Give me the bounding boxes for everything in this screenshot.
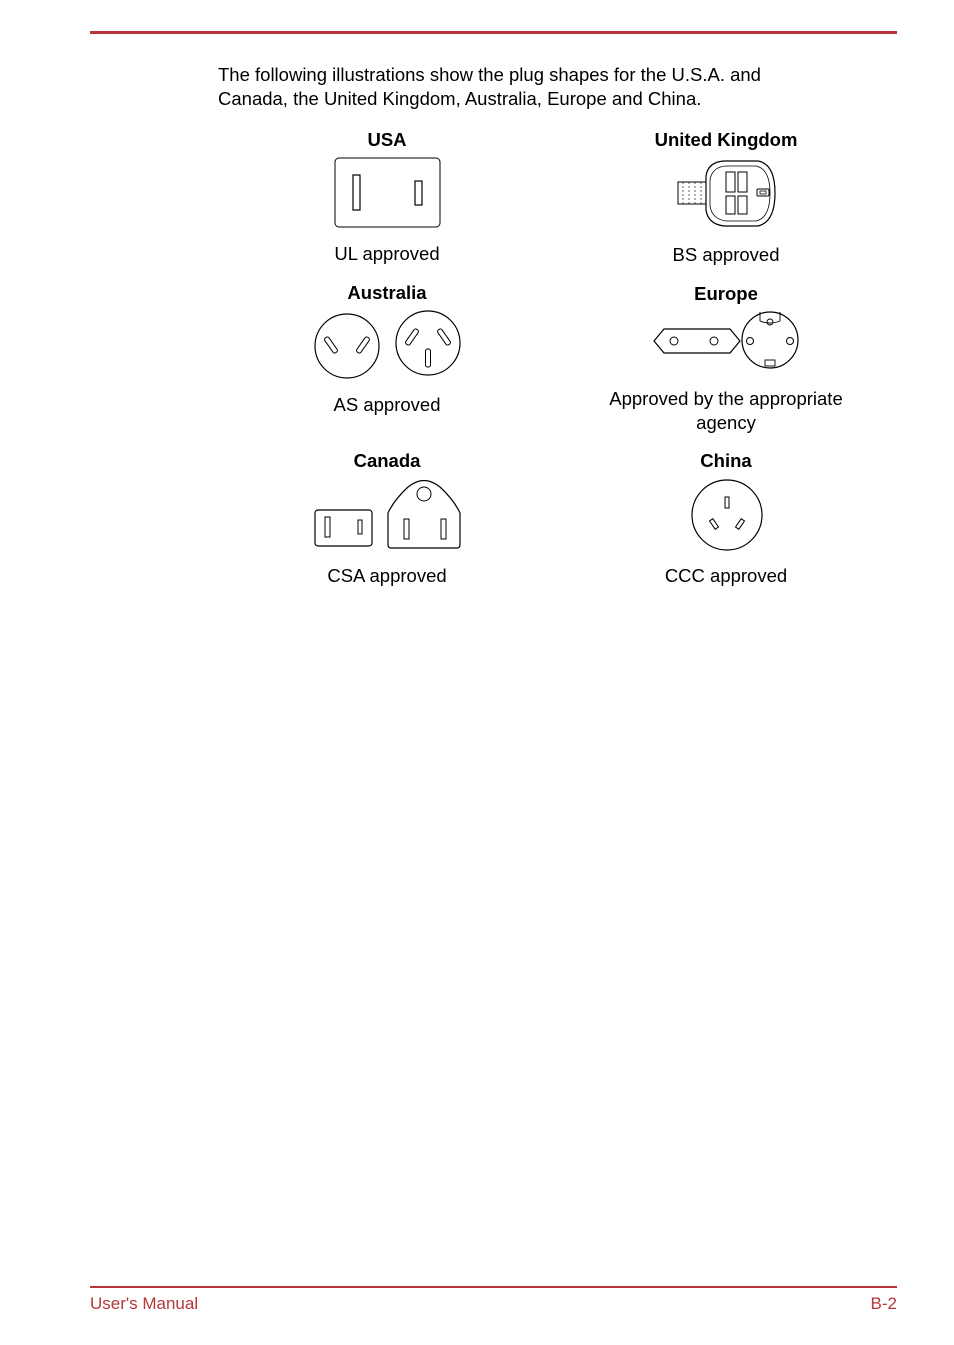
header-rule (90, 31, 897, 34)
china-plug-icon (688, 478, 766, 552)
canada-caption: CSA approved (327, 565, 447, 586)
intro-paragraph (218, 63, 858, 111)
australia-plug-icon (311, 309, 465, 381)
uk-title: United Kingdom (654, 129, 798, 150)
europe-plug-icon (652, 309, 802, 371)
china-title: China (700, 450, 752, 471)
footer-manual-title: User's Manual (90, 1294, 199, 1313)
uk-plug-icon (674, 158, 778, 230)
china-caption: CCC approved (664, 565, 788, 586)
intro-line: The following illustrations show the plug shapes for the U.S.A. and (218, 64, 761, 85)
intro-line: Canada, the United Kingdom, Australia, Europe and China. (218, 88, 702, 109)
europe-caption (576, 387, 876, 435)
page-number: B-2 (870, 1294, 897, 1313)
europe-title: Europe (694, 283, 758, 304)
footer-rule (90, 1286, 897, 1288)
australia-title: Australia (347, 282, 427, 303)
europe-caption-line: agency (696, 412, 756, 433)
canada-plug-icon (312, 477, 464, 551)
australia-caption: AS approved (333, 394, 441, 415)
usa-plug-icon (334, 157, 442, 229)
usa-title: USA (367, 129, 407, 150)
canada-title: Canada (353, 450, 421, 471)
uk-caption: BS approved (672, 244, 780, 265)
europe-caption-line: Approved by the appropriate (609, 388, 843, 409)
usa-caption: UL approved (334, 243, 440, 264)
